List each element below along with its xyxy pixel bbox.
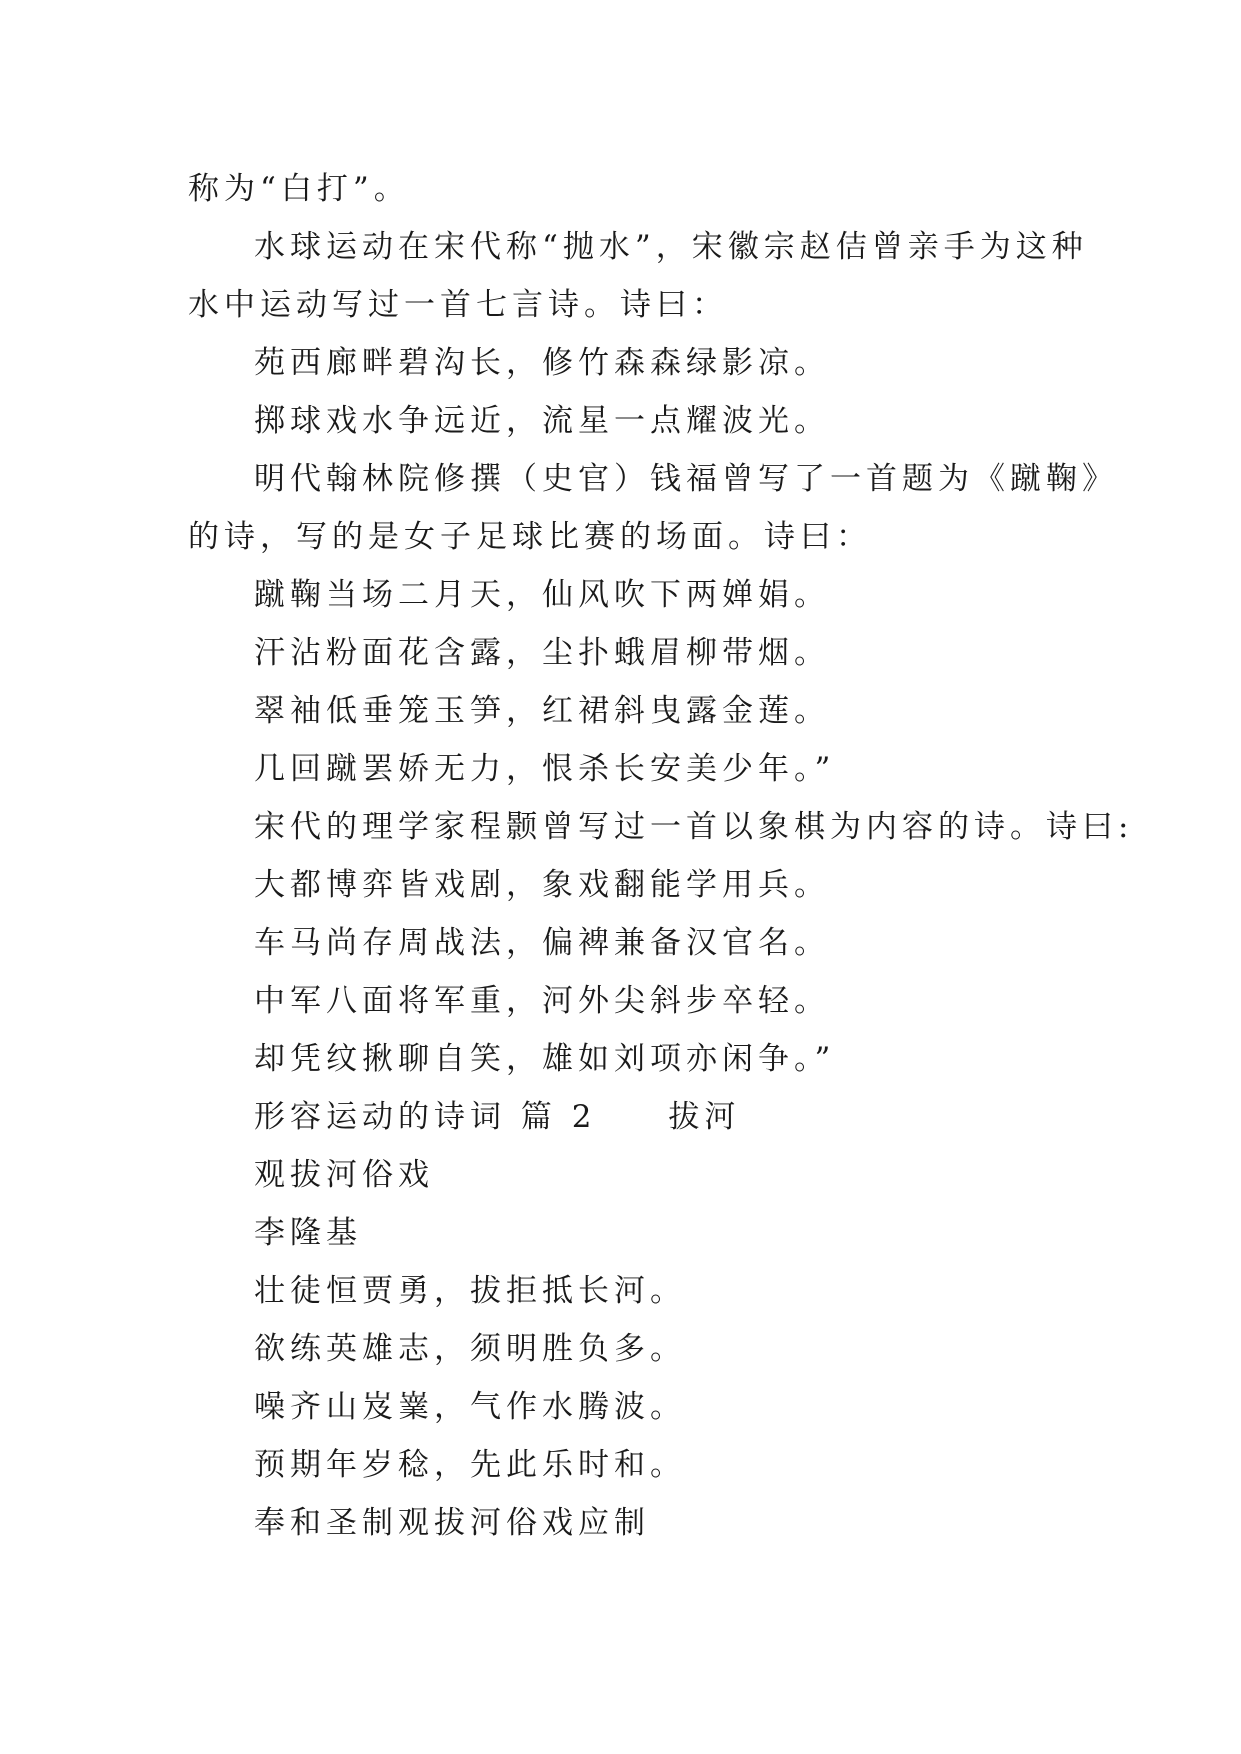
poem-line-2: 掷球戏水争远近，流星一点耀波光。 <box>254 403 830 439</box>
poem-line-12: 欲练英雄志，须明胜负多。 <box>254 1331 686 1367</box>
section-heading: 形容运动的诗词 篇 2 拔河 <box>254 1099 741 1135</box>
text-line-1: 称为“白打”。 <box>188 171 410 207</box>
poem-line-11: 壮徒恒贾勇，拔拒抵长河。 <box>254 1273 686 1309</box>
poem-line-8: 车马尚存周战法，偏裨兼备汉官名。 <box>254 925 830 961</box>
text-line-5: 的诗，写的是女子足球比赛的场面。诗曰： <box>188 519 872 555</box>
poem-line-6: 几回蹴罢娇无力，恨杀长安美少年。” <box>254 751 836 787</box>
poem-line-3: 蹴鞠当场二月天，仙风吹下两婵娟。 <box>254 577 830 613</box>
poem-title: 观拔河俗戏 <box>254 1157 434 1193</box>
poem-line-13: 噪齐山岌嶪，气作水腾波。 <box>254 1389 686 1425</box>
poem-line-1: 苑西廊畔碧沟长，修竹森森绿影凉。 <box>254 345 830 381</box>
poem-line-10: 却凭纹揪聊自笑，雄如刘项亦闲争。” <box>254 1041 836 1077</box>
poem-title-2: 奉和圣制观拔河俗戏应制 <box>254 1505 650 1541</box>
text-line-2: 水球运动在宋代称“抛水”，宋徽宗赵佶曾亲手为这种 <box>254 229 1088 265</box>
document-body <box>188 160 1134 1552</box>
text-line-4: 明代翰林院修撰（史官）钱福曾写了一首题为《蹴鞠》 <box>254 461 1118 497</box>
poem-line-9: 中军八面将军重，河外尖斜步卒轻。 <box>254 983 830 1019</box>
poem-line-4: 汗沾粉面花含露，尘扑蛾眉柳带烟。 <box>254 635 830 671</box>
text-line-3: 水中运动写过一首七言诗。诗曰： <box>188 287 728 323</box>
poem-line-14: 预期年岁稔，先此乐时和。 <box>254 1447 686 1483</box>
poem-author: 李隆基 <box>254 1215 362 1251</box>
poem-line-5: 翠袖低垂笼玉笋，红裙斜曳露金莲。 <box>254 693 830 729</box>
text-line-6: 宋代的理学家程颢曾写过一首以象棋为内容的诗。诗曰: <box>254 809 1134 845</box>
poem-line-7: 大都博弈皆戏剧，象戏翻能学用兵。 <box>254 867 830 903</box>
